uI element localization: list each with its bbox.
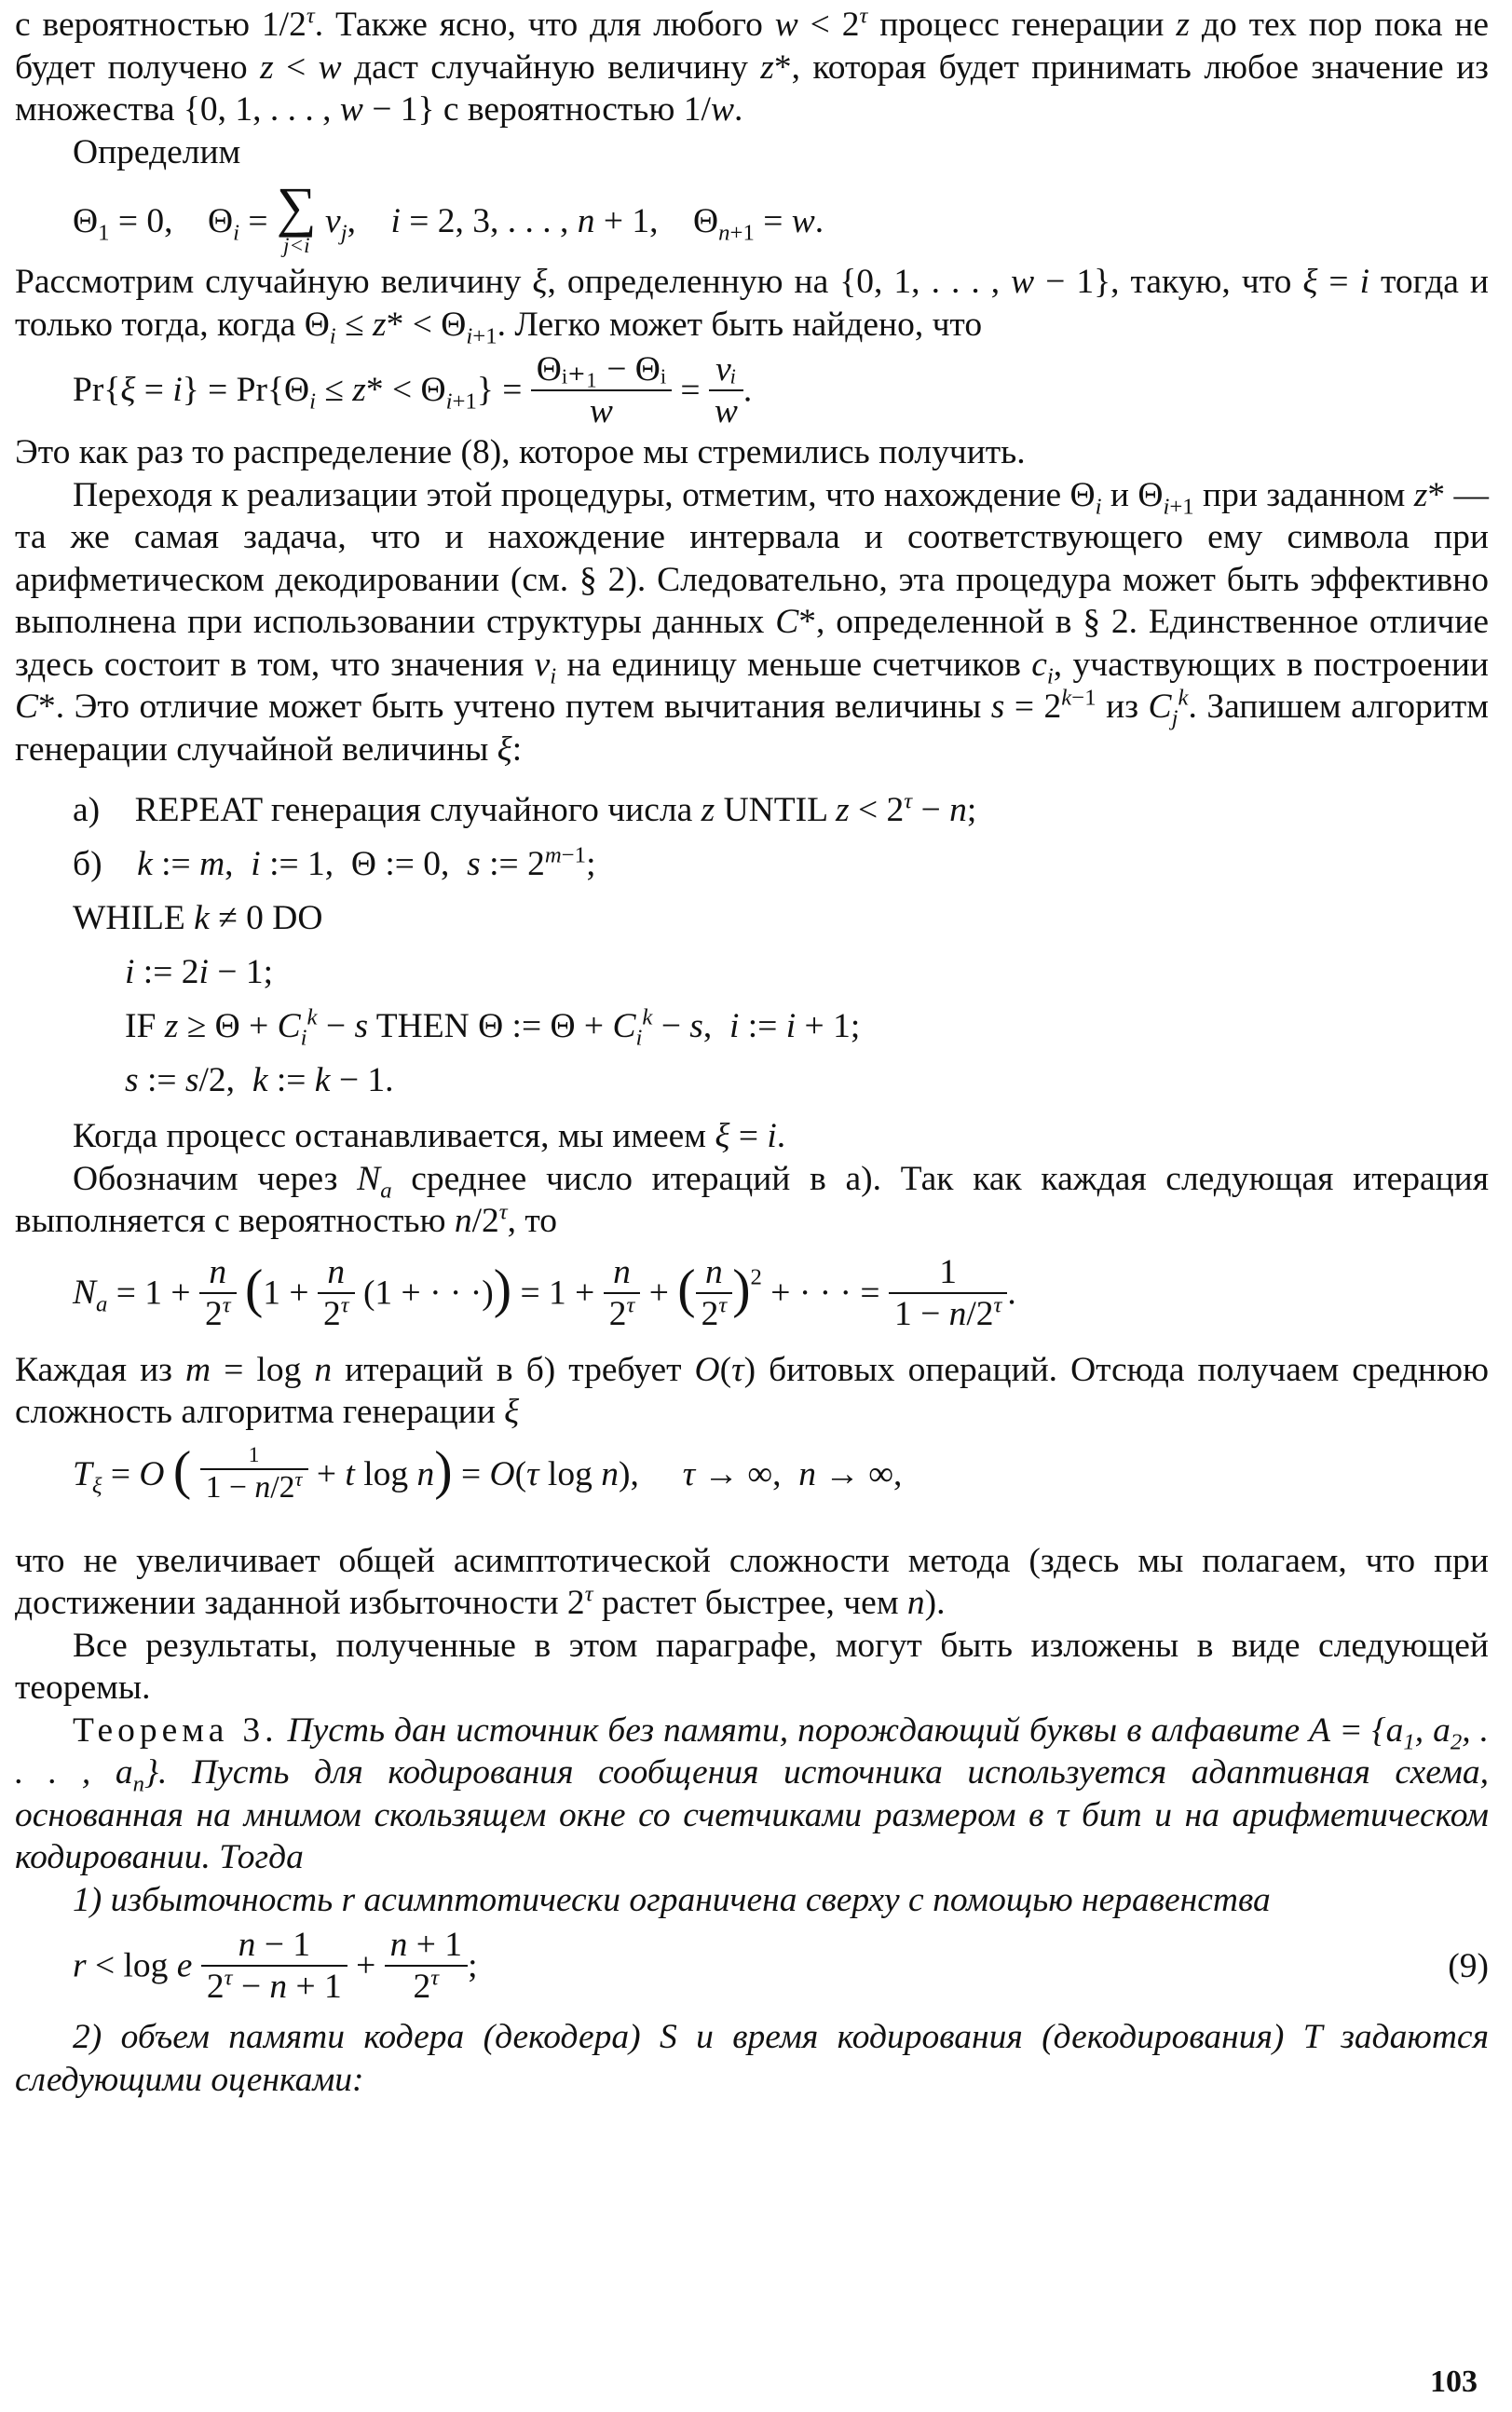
paragraph-10: Все результаты, полученные в этом параграфе, могут быть изложены в виде следующей теоремы. [15, 1626, 1489, 1707]
algo-s-update: s := s/2, k := k − 1. [125, 1061, 394, 1099]
algo-step-b: б) k := m, i := 1, Θ := 0, s := $2^{m-1}$; [73, 842, 596, 883]
paragraph-6: Когда процесс останавливается, мы имеем ξ = i. [73, 1117, 786, 1155]
algorithm-block [73, 784, 1489, 1108]
formula-average-iterations: $N_a = 1$ + $\frac{n}{2^\tau}$ (1 + $\frac{n}{2^\tau}$ (1 + · · ·)) = 1 + $\frac{n}{2^\tau}$ + ( $\frac{n}{2^\tau}$ )$^2$ + · · · = $\frac{1}{1 - n/2^\tau}$ . [73, 1252, 1016, 1333]
paragraph-8: Каждая из m = log n итераций в б) требует O(τ) битовых операций. Отсюда получаем среднюю сложность алгоритма генерации ξ [15, 1350, 1489, 1431]
formula-probability: $Pr\{\xi = i\} = Pr\{\Theta_i \le z* < \Theta_{i+1}\}$ = $\frac{\text{Θᵢ₊₁ − Θᵢ}}{w}$ = $\frac{\text{νᵢ}}{w}$ . [73, 350, 753, 431]
theorem-3: Теорема 3. Пусть дан источник без памяти, порождающий буквы в алфавите $A = \{a_1$, $a_2$, . . . , $a_n$}. Пусть для кодирования сообщения источника используется адаптивная схема, основанная на мнимом скользящем окне со счетчиками размером в τ бит и на арифметическом кодировании. Тогда [15, 1710, 1490, 1876]
page-number: 103 [1430, 2364, 1478, 2399]
paragraph-3: Рассмотрим случайную величину ξ, определенную на {0, 1, . . . , w − 1}, такую, что ξ = i тогда и только тогда, когда $\Theta_i \le z* < \Theta_{i+1}$. Легко может быть найдено, что [15, 263, 1489, 348]
paragraph-9: что не увеличивает общей асимптотической сложности метода (здесь мы полагаем, что при достижении заданной избыточности $2^\tau$ растет быстрее, чем n). [15, 1541, 1489, 1622]
algo-i-update: i := 2i − 1; [125, 953, 273, 991]
paragraph-4: Это как раз то распределение (8), которое мы стремились получить. [15, 433, 1026, 471]
fraction-nu-over-w: $\frac{\text{νᵢ}}{w}$ [709, 349, 743, 431]
formula-redundancy-bound: r < log e $\frac{n - 1}{2^\tau - n + 1}$ + $\frac{n + 1}{2^\tau}$ ; (9) [73, 1926, 1489, 2007]
paragraph-5: Переходя к реализации этой процедуры, отметим, что нахождение $\Theta_i$ и $\Theta_{i+1}$ при заданном z* — та же самая задача, что и нахождение интервала и соответствующего ему символа при арифметическом декодировании (см. § 2). Следовательно, эта процедура может быть эффективно выполнена при использовании структуры данных C*, определенной в § 2. Единственное отличие здесь состоит в том, что значения $\nu_i$ на единицу меньше счетчиков $c_i$, участвующих в построении C*. Это отличие может быть учтено путем вычитания величины $s = 2^{k-1}$ из $C_j^k$. Запишем алгоритм генерации случайной величины ξ: [15, 475, 1490, 769]
theorem-item-2: 2) объем памяти кодера (декодера) S и время кодирования (декодирования) T задаются следующими оценками: [15, 2018, 1489, 2099]
formula-complexity: $T_\xi = O$ ( $\frac{1}{1 - n/2^\tau}$ + t log n) = O(τ log n), τ → ∞, n → ∞, [73, 1439, 903, 1505]
formula-theta-definition: $\Theta_1 = 0$, $\Theta_i$ = ∑ j<i $\nu_j$, i = 2, 3, . . . , n + 1, $\Theta_{n+1} = w$. [73, 176, 824, 258]
paragraph-1: с вероятностью $1/2^\tau$. Также ясно, что для любого $w < 2^\tau$ процесс генерации z до тех пор пока не будет получено z < w даст случайную величину z*, которая будет принимать любое значение из множества {0, 1, . . . , w − 1} с вероятностью 1/w. [15, 3, 1489, 129]
paragraph-2: Определим [73, 132, 241, 171]
paragraph-7: Обозначим через $N_a$ среднее число итераций в а). Так как каждая следующая итерация выполняется с вероятностью $n/2^\tau$, то [15, 1159, 1490, 1240]
fraction-theta-difference: $\frac{\text{Θᵢ₊₁ − Θᵢ}}{w}$ [531, 349, 672, 431]
algo-while: WHILE k ≠ 0 DO [73, 899, 323, 937]
theorem-item-1: 1) избыточность r асимптотически ограничена сверху с помощью неравенства [73, 1880, 1271, 1919]
algo-if: IF $z \ge \Theta + C_i^k - s$ THEN Θ := $\Theta + C_i^k - s$, i := i + 1; [125, 1004, 861, 1051]
theorem-label: Теорема 3. [73, 1710, 279, 1750]
equation-number: (9) [1448, 1947, 1489, 1985]
page-body [15, 4, 1489, 2101]
sum-symbol: ∑ j<i [276, 176, 317, 258]
algo-step-a: а) REPEAT генерация случайного числа z UNTIL $z < 2^\tau - n$; [73, 788, 977, 829]
